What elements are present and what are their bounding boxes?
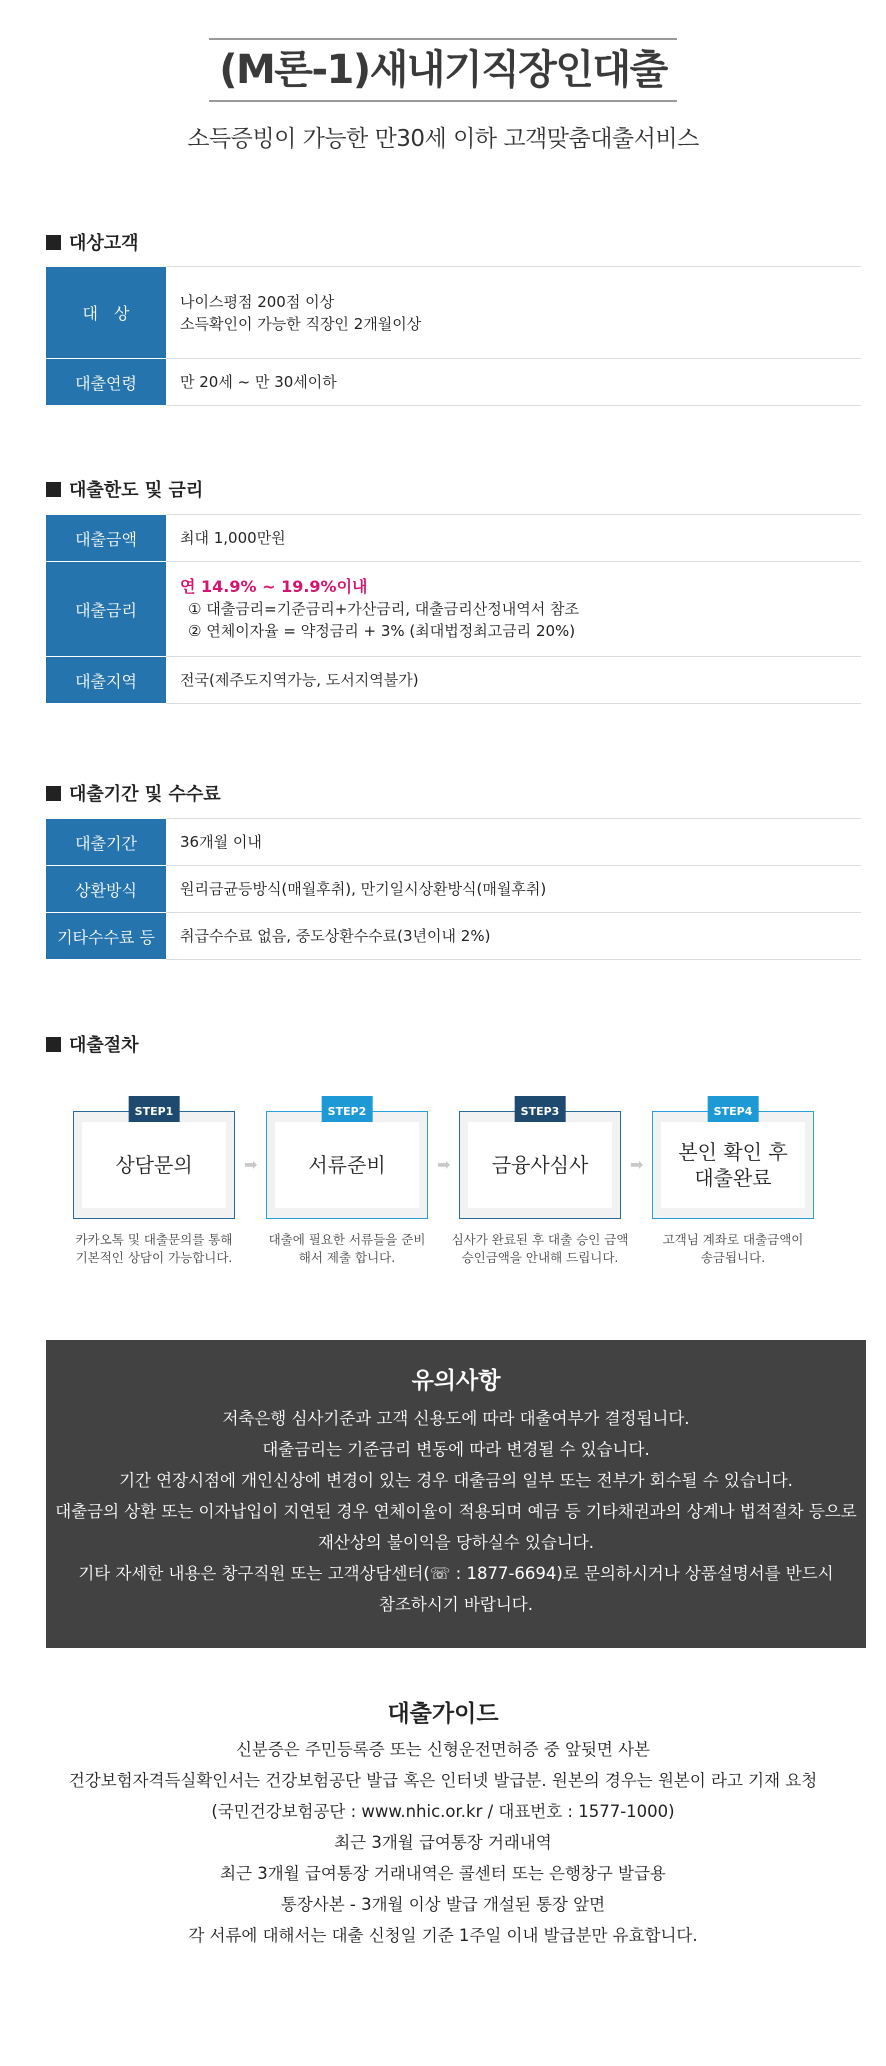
step-1-desc [59,1231,249,1267]
step-title-line: 대출완료 [694,1166,772,1190]
notice-line: 대출금의 상환 또는 이자납입이 지연된 경우 연체이율이 적용되며 예금 등 기타채권과의 상계나 법적절차 등으로 [55,1502,857,1521]
guide-line: 최근 3개월 급여통장 거래내역은 콜센터 또는 은행창구 발급용 [220,1864,666,1883]
table-row [46,359,861,406]
square-bullet-icon [46,1037,61,1052]
step-title: 상담문의 [82,1122,226,1208]
title-wrap [0,38,886,102]
step-desc-line: 심사가 완료된 후 대출 승인 금액 [451,1232,629,1247]
arrow-right-icon: ➡ [630,1155,644,1174]
guide-line: 신분증은 주민등록증 또는 신형운전면허증 중 앞뒷면 사본 [235,1740,650,1759]
page-subtitle: 소득증빙이 가능한 만30세 이하 고객맞춤대출서비스 [187,126,699,152]
notice-box [46,1340,866,1648]
step-4-desc [638,1231,828,1267]
step-tag: STEP2 [322,1096,373,1128]
section-heading-text: 대출한도 및 금리 [69,480,204,501]
row-value: 최대 1,000만원 [166,515,861,562]
step-title-line: 본인 확인 후 [678,1140,788,1164]
row-label: 대출기간 [46,819,166,866]
step-desc-line: 승인금액을 안내해 드립니다. [461,1250,619,1265]
title-box [209,38,677,102]
row-label: 상환방식 [46,866,166,913]
notice-line: 기간 연장시점에 개인신상에 변경이 있는 경우 대출금의 일부 또는 전부가 회수될 수 있습니다. [119,1471,793,1490]
row-value: 전국(제주도지역가능, 도서지역불가) [166,657,861,704]
process-steps [46,1095,861,1275]
table-row [46,657,861,704]
step-3-card [459,1105,621,1219]
page-title: (M론-1)새내기직장인대출 [219,47,667,93]
guide-line: 최근 3개월 급여통장 거래내역 [334,1833,552,1852]
square-bullet-icon [46,235,61,250]
table-row [46,866,861,913]
step-desc-line: 대출에 필요한 서류들을 준비 [268,1232,426,1247]
row-value: 취급수수료 없음, 중도상환수수료(3년이내 2%) [166,913,861,960]
square-bullet-icon [46,786,61,801]
step-title: 금융사심사 [468,1122,612,1208]
step-title: 서류준비 [275,1122,419,1208]
row-value: 36개월 이내 [166,819,861,866]
step-desc-line: 해서 제출 합니다. [298,1250,396,1265]
guide-line: 통장사본 - 3개월 이상 발급 개설된 통장 앞면 [280,1895,606,1914]
step-2-card [266,1105,428,1219]
table-row [46,913,861,960]
notice-line: 대출금리는 기준금리 변동에 따라 변경될 수 있습니다. [262,1440,650,1459]
section-heading-text: 대출절차 [69,1035,139,1056]
guide-title: 대출가이드 [387,1701,499,1727]
value-line: 나이스평점 200점 이상 [180,292,335,311]
notice-line: 참조하시기 바랍니다. [379,1595,533,1614]
section-heading-limit [46,476,203,502]
section-heading-period [46,780,221,806]
step-tag: STEP3 [515,1096,566,1128]
square-bullet-icon [46,482,61,497]
section-heading-process [46,1031,139,1057]
notice-title: 유의사항 [411,1368,501,1394]
arrow-right-icon: ➡ [437,1155,451,1174]
row-label: 대출연령 [46,359,166,406]
value-line: 소득확인이 가능한 직장인 2개월이상 [180,314,422,333]
step-desc-line: 고객님 계좌로 대출금액이 [662,1232,804,1247]
table-row [46,819,861,866]
step-desc-line: 카카오톡 및 대출문의를 통해 [75,1232,233,1247]
step-4-card [652,1105,814,1219]
period-table [46,818,861,960]
guide-section [0,1695,886,1951]
guide-line: 건강보험자격득실확인서는 건강보험공단 발급 혹은 인터넷 발급분. 원본의 경우는 원본이 라고 기재 요청 [68,1771,818,1790]
row-value: 만 20세 ~ 만 30세이하 [166,359,861,406]
step-tag: STEP1 [129,1096,180,1128]
arrow-right-icon: ➡ [244,1155,258,1174]
row-value [166,562,861,657]
limit-table [46,514,861,704]
row-label: 대출지역 [46,657,166,704]
guide-line: (국민건강보험공단 : www.nhic.or.kr / 대표번호 : 1577-1000) [211,1802,675,1821]
target-table [46,266,861,406]
row-value [166,267,861,359]
notice-line: 재산상의 불이익을 당하실수 있습니다. [317,1533,594,1552]
table-row [46,515,861,562]
row-label: 대 상 [46,267,166,359]
row-label: 대출금리 [46,562,166,657]
section-heading-text: 대출기간 및 수수료 [69,784,221,805]
row-label: 대출금액 [46,515,166,562]
step-1-card [73,1105,235,1219]
row-label: 기타수수료 등 [46,913,166,960]
notice-line: 기타 자세한 내용은 창구직원 또는 고객상담센터(☏ : 1877-6694)로 문의하시거나 상품설명서를 반드시 [78,1564,834,1583]
value-line: ① 대출금리=기준금리+가산금리, 대출금리산정내역서 참조 [188,600,579,618]
section-heading-target [46,229,139,255]
step-3-desc [445,1231,635,1267]
table-row [46,267,861,359]
step-desc-line: 기본적인 상담이 가능합니다. [75,1250,233,1265]
guide-line: 각 서류에 대해서는 대출 신청일 기준 1주일 이내 발급분만 유효합니다. [188,1926,698,1945]
step-desc-line: 송금됩니다. [700,1250,766,1265]
step-2-desc [252,1231,442,1267]
value-line: ② 연체이자율 = 약정금리 + 3% (최대법정최고금리 20%) [188,622,576,640]
guide-lines [0,1734,886,1951]
table-row [46,562,861,657]
notice-line: 저축은행 심사기준과 고객 신용도에 따라 대출여부가 결정됩니다. [222,1409,690,1428]
row-value: 원리금균등방식(매월후취), 만기일시상환방식(매월후취) [166,866,861,913]
step-tag: STEP4 [708,1096,759,1128]
section-heading-text: 대상고객 [69,233,139,254]
step-title [661,1122,805,1208]
notice-lines [46,1403,866,1620]
rate-highlight: 연 14.9% ~ 19.9%이내 [180,577,368,596]
